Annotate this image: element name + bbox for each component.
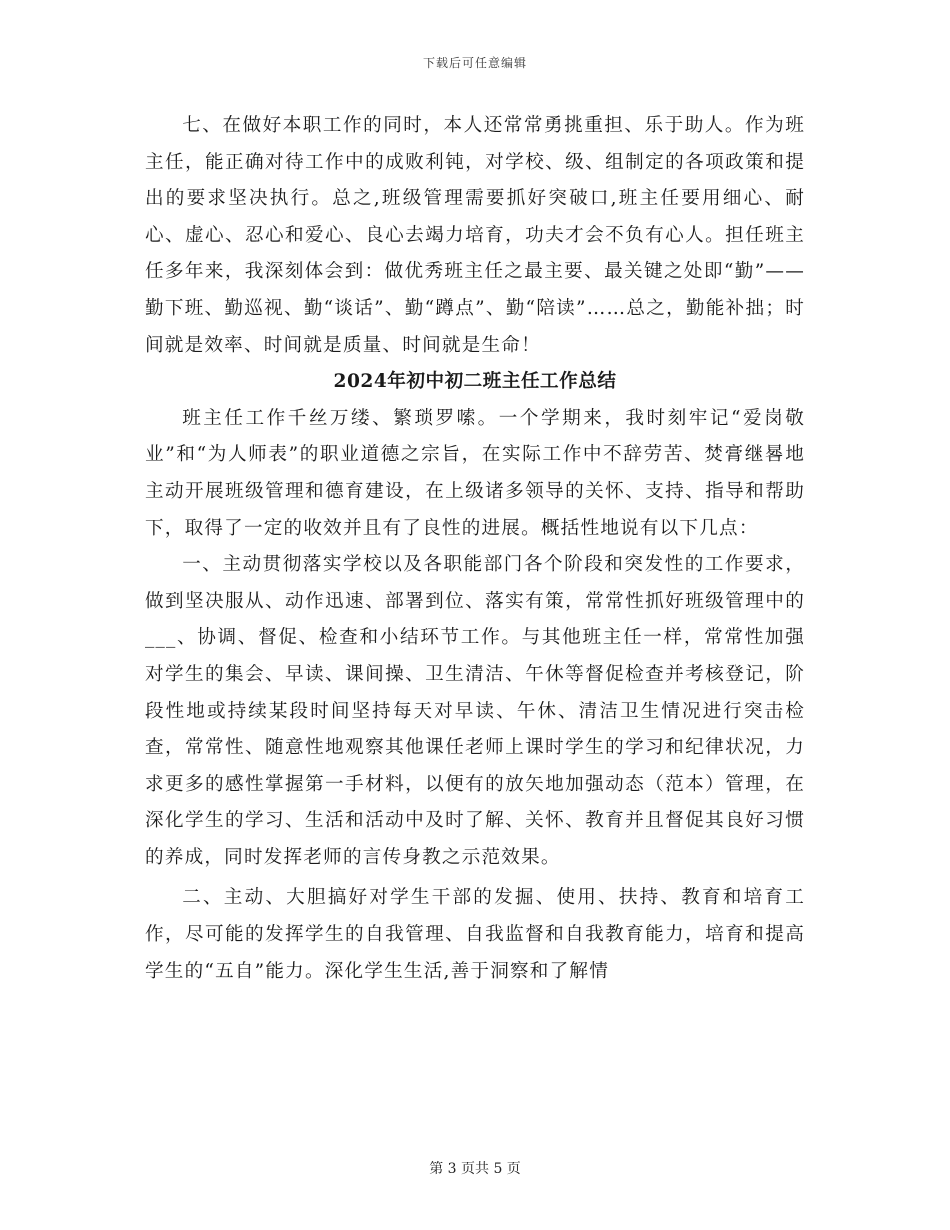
- page-number: 第 3 页共 5 页: [429, 1161, 521, 1177]
- point-one-paragraph: 一、主动贯彻落实学校以及各职能部门各个阶段和突发性的工作要求，做到坚决服从、动作迅速、部署到位、落实有策，常常性抓好班级管理中的___、协调、督促、检查和小结环节工作。与其他班主任一样，常常性加强对学生的集会、早读、课间操、卫生清洁、午休等督促检查并考核登记，阶段性地或持续某段时间坚持每天对早读、午休、清洁卫生情况进行突击检查，常常性、随意性地观察其他课任老师上课时学生的学习和纪律状况，力求更多的感性掌握第一手材料，以便有的放矢地加强动态（范本）管理，在深化学生的学习、生活和活动中及时了解、关怀、教育并且督促其良好习惯的养成，同时发挥老师的言传身教之示范效果。: [145, 554, 805, 868]
- header-note: 下载后可任意编辑: [422, 56, 527, 70]
- document-body: [145, 108, 805, 990]
- document-title: 2024年初中初二班主任工作总结: [333, 371, 617, 393]
- point-two-paragraph: 二、主动、大胆搞好对学生干部的发掘、使用、扶持、教育和培育工作，尽可能的发挥学生的自我管理、自我监督和自我教育能力，培育和提高学生的“五自”能力。深化学生生活,善于洞察和了解情: [145, 887, 805, 982]
- paragraph-seven: 七、在做好本职工作的同时，本人还常常勇挑重担、乐于助人。作为班主任，能正确对待工作中的成败利钝，对学校、级、组制定的各项政策和提出的要求坚决执行。总之,班级管理需要抓好突破口,班主任要用细心、耐心、虚心、忍心和爱心、良心去竭力培育，功夫才会不负有心人。担任班主任多年来，我深刻体会到：做优秀班主任之最主要、最关键之处即“勤”——勤下班、勤巡视、勤“谈话”、勤“蹲点”、勤“陪读”……总之，勤能补拙；时间就是效率、时间就是质量、时间就是生命！: [145, 115, 805, 356]
- intro-paragraph: 班主任工作千丝万缕、繁琐罗嗦。一个学期来，我时刻牢记“爱岗敬业”和“为人师表”的职业道德之宗旨，在实际工作中不辞劳苦、焚膏继晷地主动开展班级管理和德育建设，在上级诸多领导的关怀、支持、指导和帮助下，取得了一定的收效并且有了良性的进展。概括性地说有以下几点：: [145, 407, 805, 539]
